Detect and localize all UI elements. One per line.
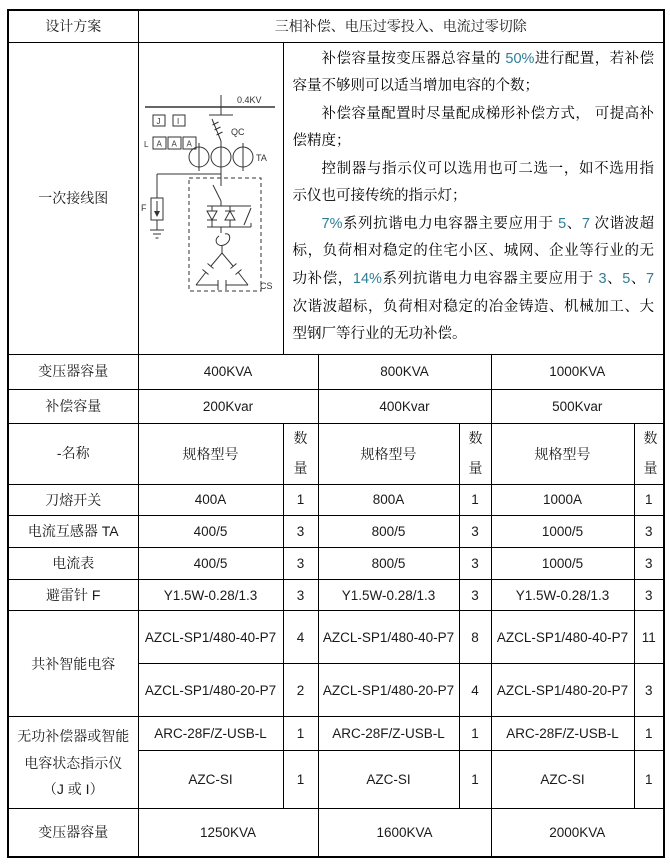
design-row: [8, 10, 664, 42]
thyristor-up: [225, 211, 235, 220]
cell-qty: 1: [459, 484, 491, 516]
cell-qty: 1: [634, 751, 664, 809]
table-row: [8, 717, 664, 751]
row-label: 变压器容量: [8, 809, 138, 857]
cell-spec: AZCL-SP1/480-20-P7: [138, 664, 283, 717]
ta-label: TA: [256, 152, 267, 163]
cell-spec: ARC-28F/Z-USB-L: [491, 717, 634, 751]
cell-qty: 1: [634, 717, 664, 751]
cell-qty: 3: [283, 516, 318, 548]
cell-spec: Y1.5W-0.28/1.3: [318, 579, 459, 611]
qty-header: 数量: [283, 423, 318, 484]
row-label: 避雷针 F: [8, 579, 138, 611]
capacitor-bank-box: [189, 178, 261, 291]
diagram-label: 一次接线图: [8, 42, 138, 354]
row-label: 变压器容量: [8, 354, 138, 389]
row-label: 刀熔开关: [8, 484, 138, 516]
bank-switch-blade: [213, 185, 221, 201]
footer-capacity-row: [8, 809, 664, 857]
ammeter-label-3: A: [186, 139, 192, 149]
capacity-value: 500Kvar: [491, 389, 664, 423]
cell-qty: 3: [459, 516, 491, 548]
table-header-row: [8, 423, 664, 484]
cell-spec: AZC-SI: [318, 751, 459, 809]
spec-header: 规格型号: [318, 423, 459, 484]
ammeter-label-2: A: [171, 139, 177, 149]
capacity-value: 200Kvar: [138, 389, 318, 423]
phase-label: L: [144, 139, 149, 149]
arrester-arrow: [154, 211, 160, 217]
one-line-diagram: [139, 43, 282, 351]
capacity-value: 400Kvar: [318, 389, 491, 423]
cs-label: CS: [260, 280, 273, 291]
cell-qty: 3: [634, 516, 664, 548]
cell-spec: AZCL-SP1/480-20-P7: [491, 664, 634, 717]
ammeter-label-1: A: [156, 139, 162, 149]
cell-qty: 3: [283, 579, 318, 611]
cell-spec: 800A: [318, 484, 459, 516]
capacity-value: 1600KVA: [318, 809, 491, 857]
cell-qty: 3: [634, 664, 664, 717]
name-header: -名称: [8, 423, 138, 484]
cell-qty: 11: [634, 611, 664, 664]
cell-spec: ARC-28F/Z-USB-L: [318, 717, 459, 751]
cell-spec: AZCL-SP1/480-40-P7: [138, 611, 283, 664]
compensation-capacity-row: [8, 389, 664, 423]
design-label: 设计方案: [8, 10, 138, 42]
group-label: 无功补偿器或智能电容状态指示仪（J 或 I）: [8, 717, 138, 809]
note-paragraph: 7%系列抗谐电力电容器主要应用于 5、7 次谐波超标，负荷相对稳定的住宅小区、城网、企业等行业的无功补偿，14%系列抗谐电力电容器主要应用于 3、5、7 次谐波超标，负荷相对稳定的冶金铸造、机械加工、大型钢厂等行业的无功补偿。: [292, 215, 655, 343]
thyristor-down: [207, 211, 217, 220]
qc-label: QC: [231, 126, 245, 137]
cell-spec: ARC-28F/Z-USB-L: [138, 717, 283, 751]
reactor-coil: [216, 233, 230, 245]
cell-qty: 1: [283, 484, 318, 516]
cell-spec: Y1.5W-0.28/1.3: [138, 579, 283, 611]
cell-spec: 400A: [138, 484, 283, 516]
capacity-value: 1000KVA: [491, 354, 664, 389]
capacity-value: 400KVA: [138, 354, 318, 389]
qty-header: 数量: [634, 423, 664, 484]
cell-qty: 1: [459, 717, 491, 751]
cell-qty: 1: [634, 484, 664, 516]
cell-spec: 400/5: [138, 516, 283, 548]
cell-spec: 1000A: [491, 484, 634, 516]
group-label: 共补智能电容: [8, 611, 138, 717]
cell-qty: 8: [459, 611, 491, 664]
capacity-value: 1250KVA: [138, 809, 318, 857]
table-row: [8, 548, 664, 580]
cell-qty: 1: [459, 751, 491, 809]
row-label: 电流表: [8, 548, 138, 580]
note-paragraph: 控制器与指示仪可以选用也可二选一，如不选用指示仪也可接传统的指示灯；: [292, 160, 655, 205]
row-label: 补偿容量: [8, 389, 138, 423]
cell-qty: 1: [283, 751, 318, 809]
cell-spec: 1000/5: [491, 516, 634, 548]
note-paragraph: 补偿容量按变压器总容量的 50%进行配置，若补偿容量不够则可以适当增加电容的个数；: [292, 50, 655, 95]
controller-label: J: [156, 116, 161, 126]
spec-table: [7, 9, 665, 858]
cell-spec: 800/5: [318, 548, 459, 580]
row-label: 电流互感器 TA: [8, 516, 138, 548]
cell-spec: AZC-SI: [138, 751, 283, 809]
transformer-capacity-row: [8, 354, 664, 389]
spec-header: 规格型号: [138, 423, 283, 484]
qc-blade: [212, 119, 221, 141]
one-line-diagram-cell: [138, 42, 283, 354]
table-row: [8, 484, 664, 516]
cell-spec: AZCL-SP1/480-40-P7: [491, 611, 634, 664]
notes-cell: [283, 42, 664, 354]
indicator-label: I: [177, 116, 180, 126]
cell-spec: AZCL-SP1/480-40-P7: [318, 611, 459, 664]
notes-list: [293, 46, 655, 349]
cell-qty: 3: [283, 548, 318, 580]
cell-qty: 2: [283, 664, 318, 717]
cell-spec: 400/5: [138, 548, 283, 580]
cell-spec: 1000/5: [491, 548, 634, 580]
note-paragraph: 补偿容量配置时尽量配成梯形补偿方式， 可提高补偿精度；: [292, 105, 655, 150]
diagram-row: [8, 42, 664, 354]
cell-qty: 3: [634, 579, 664, 611]
cell-qty: 3: [634, 548, 664, 580]
capacity-value: 2000KVA: [491, 809, 664, 857]
cell-qty: 3: [459, 548, 491, 580]
cell-qty: 3: [459, 579, 491, 611]
capacity-value: 800KVA: [318, 354, 491, 389]
cell-spec: AZC-SI: [491, 751, 634, 809]
bypass-blade: [244, 208, 251, 225]
qty-header: 数量: [459, 423, 491, 484]
design-value: 三相补偿、电压过零投入、电流过零切除: [138, 10, 664, 42]
cell-spec: AZCL-SP1/480-20-P7: [318, 664, 459, 717]
table-row: [8, 579, 664, 611]
cell-spec: 800/5: [318, 516, 459, 548]
cell-qty: 4: [459, 664, 491, 717]
cell-qty: 1: [283, 717, 318, 751]
spec-header: 规格型号: [491, 423, 634, 484]
arrester-label: F: [141, 202, 147, 213]
voltage-label: 0.4KV: [237, 94, 262, 105]
cell-qty: 4: [283, 611, 318, 664]
table-row: [8, 516, 664, 548]
table-row: [8, 611, 664, 664]
cell-spec: Y1.5W-0.28/1.3: [491, 579, 634, 611]
